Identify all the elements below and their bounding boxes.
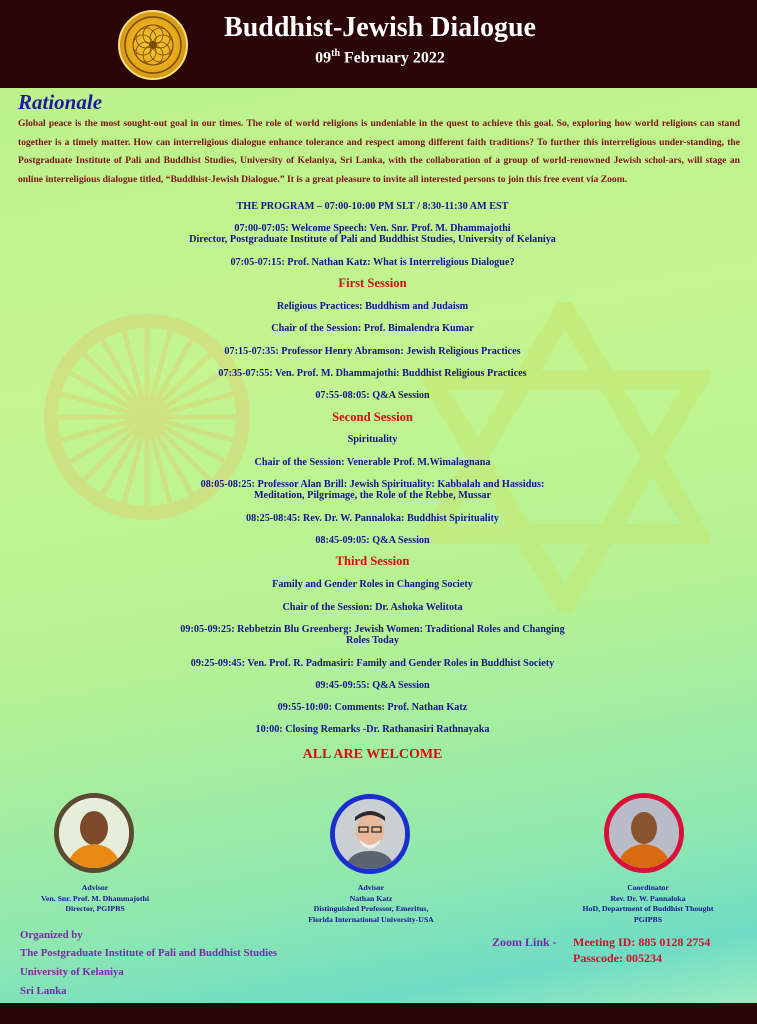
first-session-talk: 07:15-07:35: Professor Henry Abramson: Jewish Religious Practices bbox=[224, 346, 521, 357]
rationale-heading: Rationale bbox=[18, 90, 103, 114]
person-name: Rev. Dr. W. Pannaloka bbox=[610, 893, 686, 903]
organizer-name: The Postgraduate Institute of Pali and Buddhist Studies bbox=[20, 947, 278, 959]
advisor-caption bbox=[10, 883, 180, 915]
person-role: Coordinator bbox=[627, 883, 669, 892]
third-session-chair: Chair of the Session: Dr. Ashoka Welitota bbox=[282, 602, 463, 613]
person-title: HoD, Department of Buddhist Thought bbox=[582, 904, 714, 913]
coordinator-caption bbox=[548, 883, 748, 925]
second-session-theme: Spirituality bbox=[347, 434, 398, 445]
zoom-meeting-id[interactable]: Meeting ID: 885 0128 2754 bbox=[573, 935, 711, 949]
first-session-talk: 07:35-07:55: Ven. Prof. M. Dhammajothi: Buddhist Religious Practices bbox=[218, 368, 527, 379]
third-session-theme: Family and Gender Roles in Changing Society bbox=[272, 579, 473, 590]
first-session-theme: Religious Practices: Buddhism and Judaism bbox=[276, 301, 469, 312]
second-session-talk: 08:25-08:45: Rev. Dr. W. Pannaloka: Buddhist Spirituality bbox=[246, 513, 499, 524]
organized-by-label: Organized by bbox=[20, 929, 83, 941]
advisor-caption bbox=[280, 883, 462, 925]
zoom-passcode: Passcode: 005234 bbox=[573, 951, 662, 965]
program-heading: THE PROGRAM – 07:00-10:00 PM SLT / 8:30-11:30 AM EST bbox=[236, 201, 509, 212]
welcome-speech: 07:00-07:05: Welcome Speech: Ven. Snr. Prof. M. Dhammajothi bbox=[234, 223, 511, 234]
footer-bar bbox=[0, 1003, 757, 1024]
first-session-heading: First Session bbox=[338, 276, 407, 290]
person-name: Ven. Snr. Prof. M. Dhammajothi bbox=[40, 893, 149, 903]
advisor-photo-avatar bbox=[330, 794, 410, 874]
person-title: Florida International University-USA bbox=[308, 914, 434, 924]
header-banner bbox=[0, 0, 757, 88]
third-session-talk: 09:25-09:45: Ven. Prof. R. Padmasiri: Family and Gender Roles in Buddhist Society bbox=[190, 658, 555, 669]
event-date: 09th February 2022 bbox=[315, 48, 445, 67]
all-welcome-note: ALL ARE WELCOME bbox=[302, 747, 443, 762]
intro-talk: 07:05-07:15: Prof. Nathan Katz: What is Interreligious Dialogue? bbox=[230, 257, 515, 268]
person-role: Advisor bbox=[357, 883, 385, 892]
comments: 09:55-10:00: Comments: Prof. Nathan Katz bbox=[277, 702, 468, 713]
organizer-university: University of Kelaniya bbox=[20, 966, 124, 978]
third-session-talk-cont: Roles Today bbox=[346, 635, 399, 646]
person-role: Advisor bbox=[81, 883, 109, 892]
third-session-heading: Third Session bbox=[335, 554, 410, 568]
closing-remarks: 10:00: Closing Remarks -Dr. Rathanasiri Rathnayaka bbox=[255, 724, 490, 735]
second-session-talk-cont: Meditation, Pilgrimage, the Role of the Rebbe, Mussar bbox=[253, 490, 492, 501]
person-title: Director, PGIPBS bbox=[65, 904, 125, 913]
second-session-heading: Second Session bbox=[332, 410, 413, 424]
person-name: Nathan Katz bbox=[349, 893, 393, 903]
second-session-talk: 08:05-08:25: Professor Alan Brill: Jewish Spirituality: Kabbalah and Hassidus: bbox=[200, 479, 545, 490]
person-title: PGIPBS bbox=[633, 914, 663, 924]
person-title: Distinguished Professor, Emeritus, bbox=[313, 904, 429, 913]
welcome-speaker-affiliation: Director, Postgraduate Institute of Pali and Buddhist Studies, University of Kelaniya bbox=[189, 234, 556, 245]
coordinator-photo-avatar bbox=[604, 793, 684, 873]
organizer-country: Sri Lanka bbox=[20, 985, 67, 997]
rationale-text: Global peace is the most sought-out goal in our times. The role of world religions is undeniable in the quest to achieve this goal. So, exploring how world religions can stand together is a timely matter. How can interreligious dialogue enhance tolerance and respect among different faith traditions? To further this interreligious under-standing, the Postgraduate Institute of Pali and Buddhist Studies, University of Kelaniya, Sri Lanka, with the collaboration of a group of world-renowned Jewish schol-ars, will stage an online interreligious dialogue titled, “Buddhist-Jewish Dialogue.” It is a great pleasure to invite all interested persons to join this free event via Zoom. bbox=[18, 118, 740, 185]
first-session-qa: 07:55-08:05: Q&A Session bbox=[315, 390, 430, 401]
zoom-link-label: Zoom Link - bbox=[492, 935, 557, 949]
second-session-chair: Chair of the Session: Venerable Prof. M.Wimalagnana bbox=[254, 457, 491, 468]
page-title: Buddhist-Jewish Dialogue bbox=[224, 12, 536, 43]
second-session-qa: 08:45-09:05: Q&A Session bbox=[315, 535, 430, 546]
advisor-photo-avatar bbox=[54, 793, 134, 873]
third-session-talk: 09:05-09:25: Rebbetzin Blu Greenberg: Jewish Women: Traditional Roles and Changing bbox=[180, 624, 565, 635]
first-session-chair: Chair of the Session: Prof. Bimalendra Kumar bbox=[271, 323, 474, 334]
third-session-qa: 09:45-09:55: Q&A Session bbox=[315, 680, 430, 691]
university-seal-icon bbox=[118, 10, 188, 80]
